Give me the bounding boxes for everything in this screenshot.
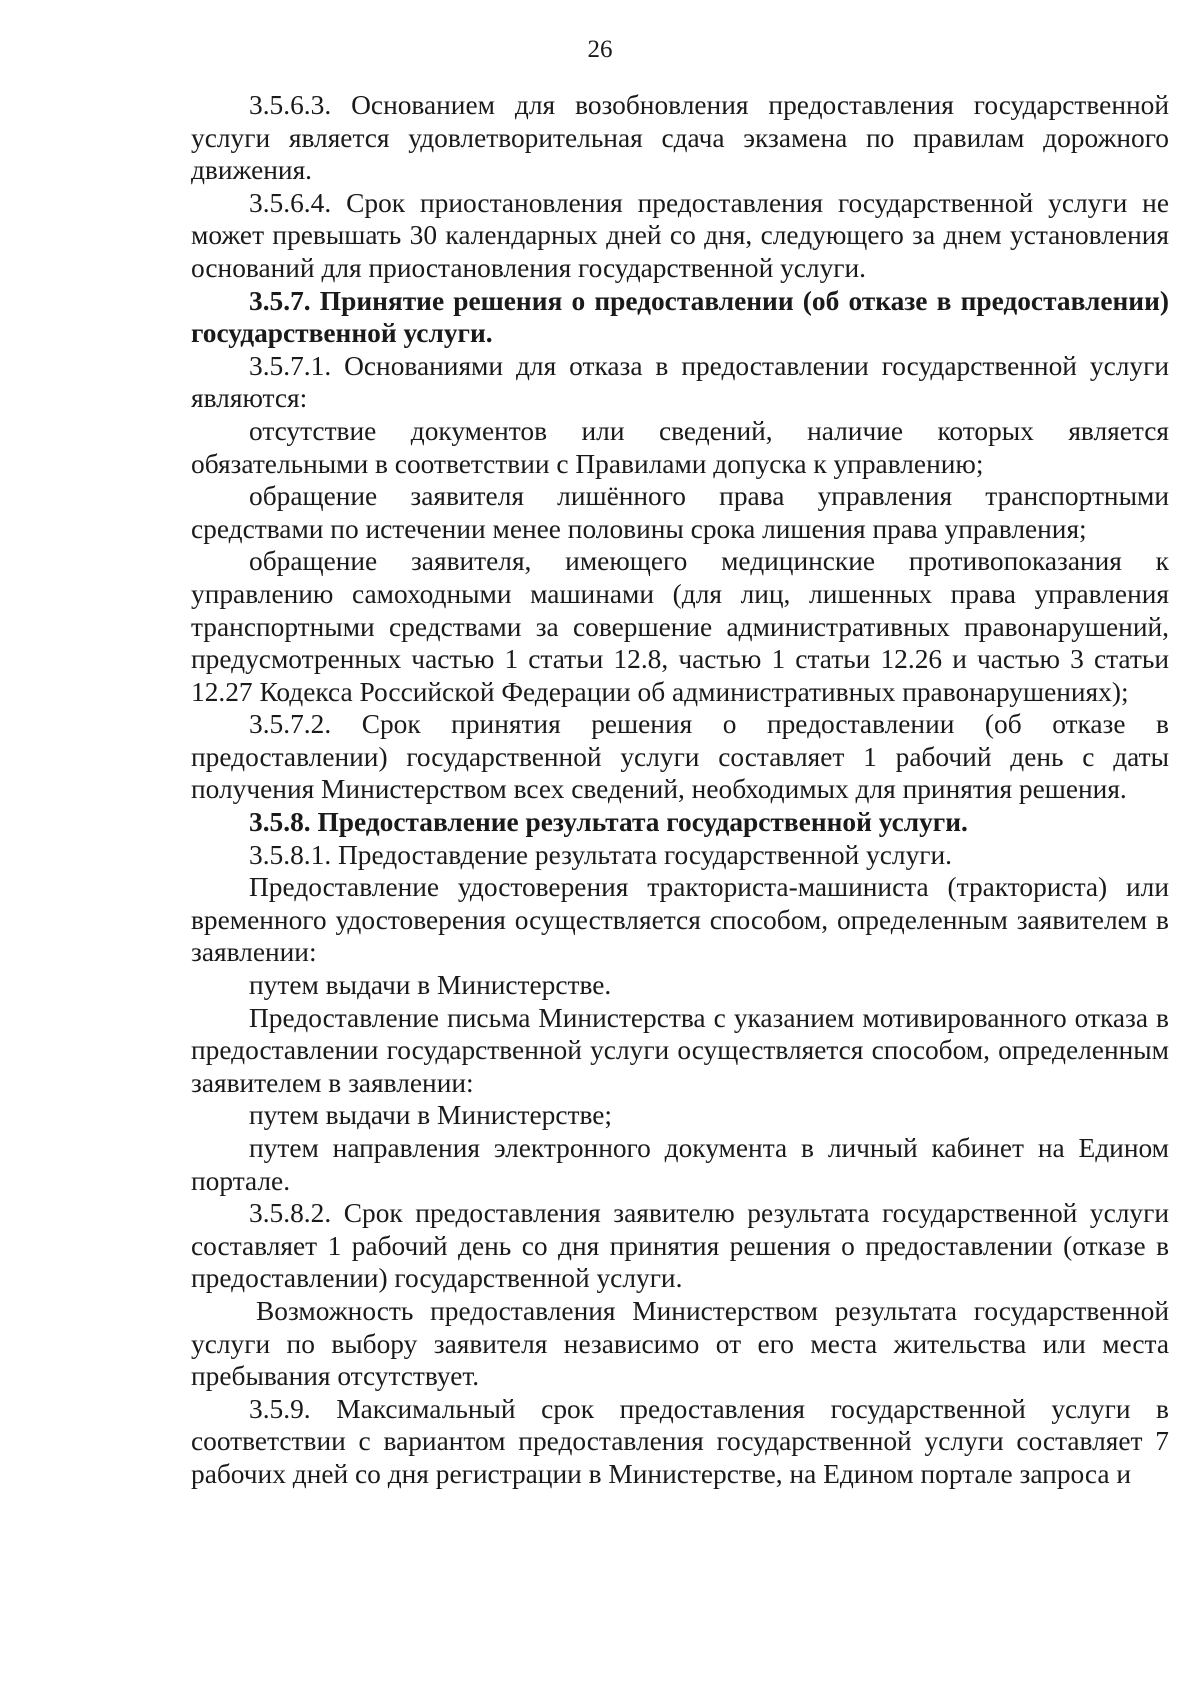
paragraph-3-5-8-2: 3.5.8.2. Срок предоставления заявителю результата государственной услуги составляет 1 рабочий день со дня принятия решения о предоставлении (отказе в предоставлении) государственной услуги. — [191, 1198, 1169, 1294]
list-item-deprived-rights: обращение заявителя лишённого права управления транспортными средствами по истечении менее половины срока лишения права управления; — [191, 481, 1169, 544]
paragraph-3-5-8-1: 3.5.8.1. Предоставдение результата государственной услуги. — [249, 839, 953, 870]
paragraph-certificate-issue: Предоставление удостоверения тракториста-машиниста (тракториста) или временного удостоверения осуществляется способом, определенным заявителем в заявлении: — [191, 872, 1169, 968]
paragraph-3-5-7-1: 3.5.7.1. Основаниями для отказа в предоставлении государственной услуги являются: — [191, 350, 1169, 414]
list-item-issue-at-ministry: путем выдачи в Министерстве. — [249, 970, 612, 1001]
list-item-electronic-portal: путем направления электронного документа в личный кабинет на Едином портале. — [191, 1133, 1169, 1196]
list-item-issue-at-ministry-2: путем выдачи в Министерстве; — [249, 1100, 613, 1131]
document-body — [191, 89, 1169, 1491]
paragraph-3-5-6-3: 3.5.6.3. Основанием для возобновления предоставления государственной услуги является удовлетворительная сдача экзамена по правилам дорожного движения. — [191, 90, 1169, 186]
list-item-medical-contraindications: обращение заявителя, имеющего медицинские противопоказания к управлению самоходными машинами (для лиц, лишенных права управления транспортными средствами за совершение административных правонарушений, предусмотренных частью 1 статьи 12.8, частью 1 статьи 12.26 и частью 3 статьи 12.27 Кодекса Российской Федерации об административных правонарушениях); — [191, 546, 1169, 707]
paragraph-extraterritorial: Возможность предоставления Министерством результата государственной услуги по выбору заявителя независимо от его места жительства или места пребывания отсутствует. — [191, 1295, 1169, 1392]
page-number: 26 — [587, 36, 613, 63]
paragraph-refusal-letter: Предоставление письма Министерства с указанием мотивированного отказа в предоставлении государственной услуги осуществляется способом, определенным заявителем в заявлении: — [191, 1002, 1169, 1098]
list-item-missing-documents: отсутствие документов или сведений, наличие которых является обязательными в соответствии с Правилами допуска к управлению; — [191, 415, 1169, 479]
paragraph-3-5-6-4: 3.5.6.4. Срок приостановления предоставления государственной услуги не может превышать 30 календарных дней со дня, следующего за днем установления оснований для приостановления государственной услуги. — [191, 187, 1169, 283]
section-heading-3-5-7: 3.5.7. Принятие решения о предоставлении (об отказе в предоставлении) государственной услуги. — [191, 285, 1169, 349]
paragraph-3-5-7-2: 3.5.7.2. Срок принятия решения о предоставлении (об отказе в предоставлении) государственной услуги составляет 1 рабочий день с даты получения Министерством всех сведений, необходимых для принятия решения. — [191, 709, 1169, 805]
paragraph-3-5-9: 3.5.9. Максимальный срок предоставления государственной услуги в соответствии с вариантом предоставления государственной услуги составляет 7 рабочих дней со дня регистрации в Министерстве, на Едином портале запроса и — [191, 1393, 1169, 1489]
section-heading-3-5-8: 3.5.8. Предоставление результата государственной услуги. — [249, 807, 968, 838]
